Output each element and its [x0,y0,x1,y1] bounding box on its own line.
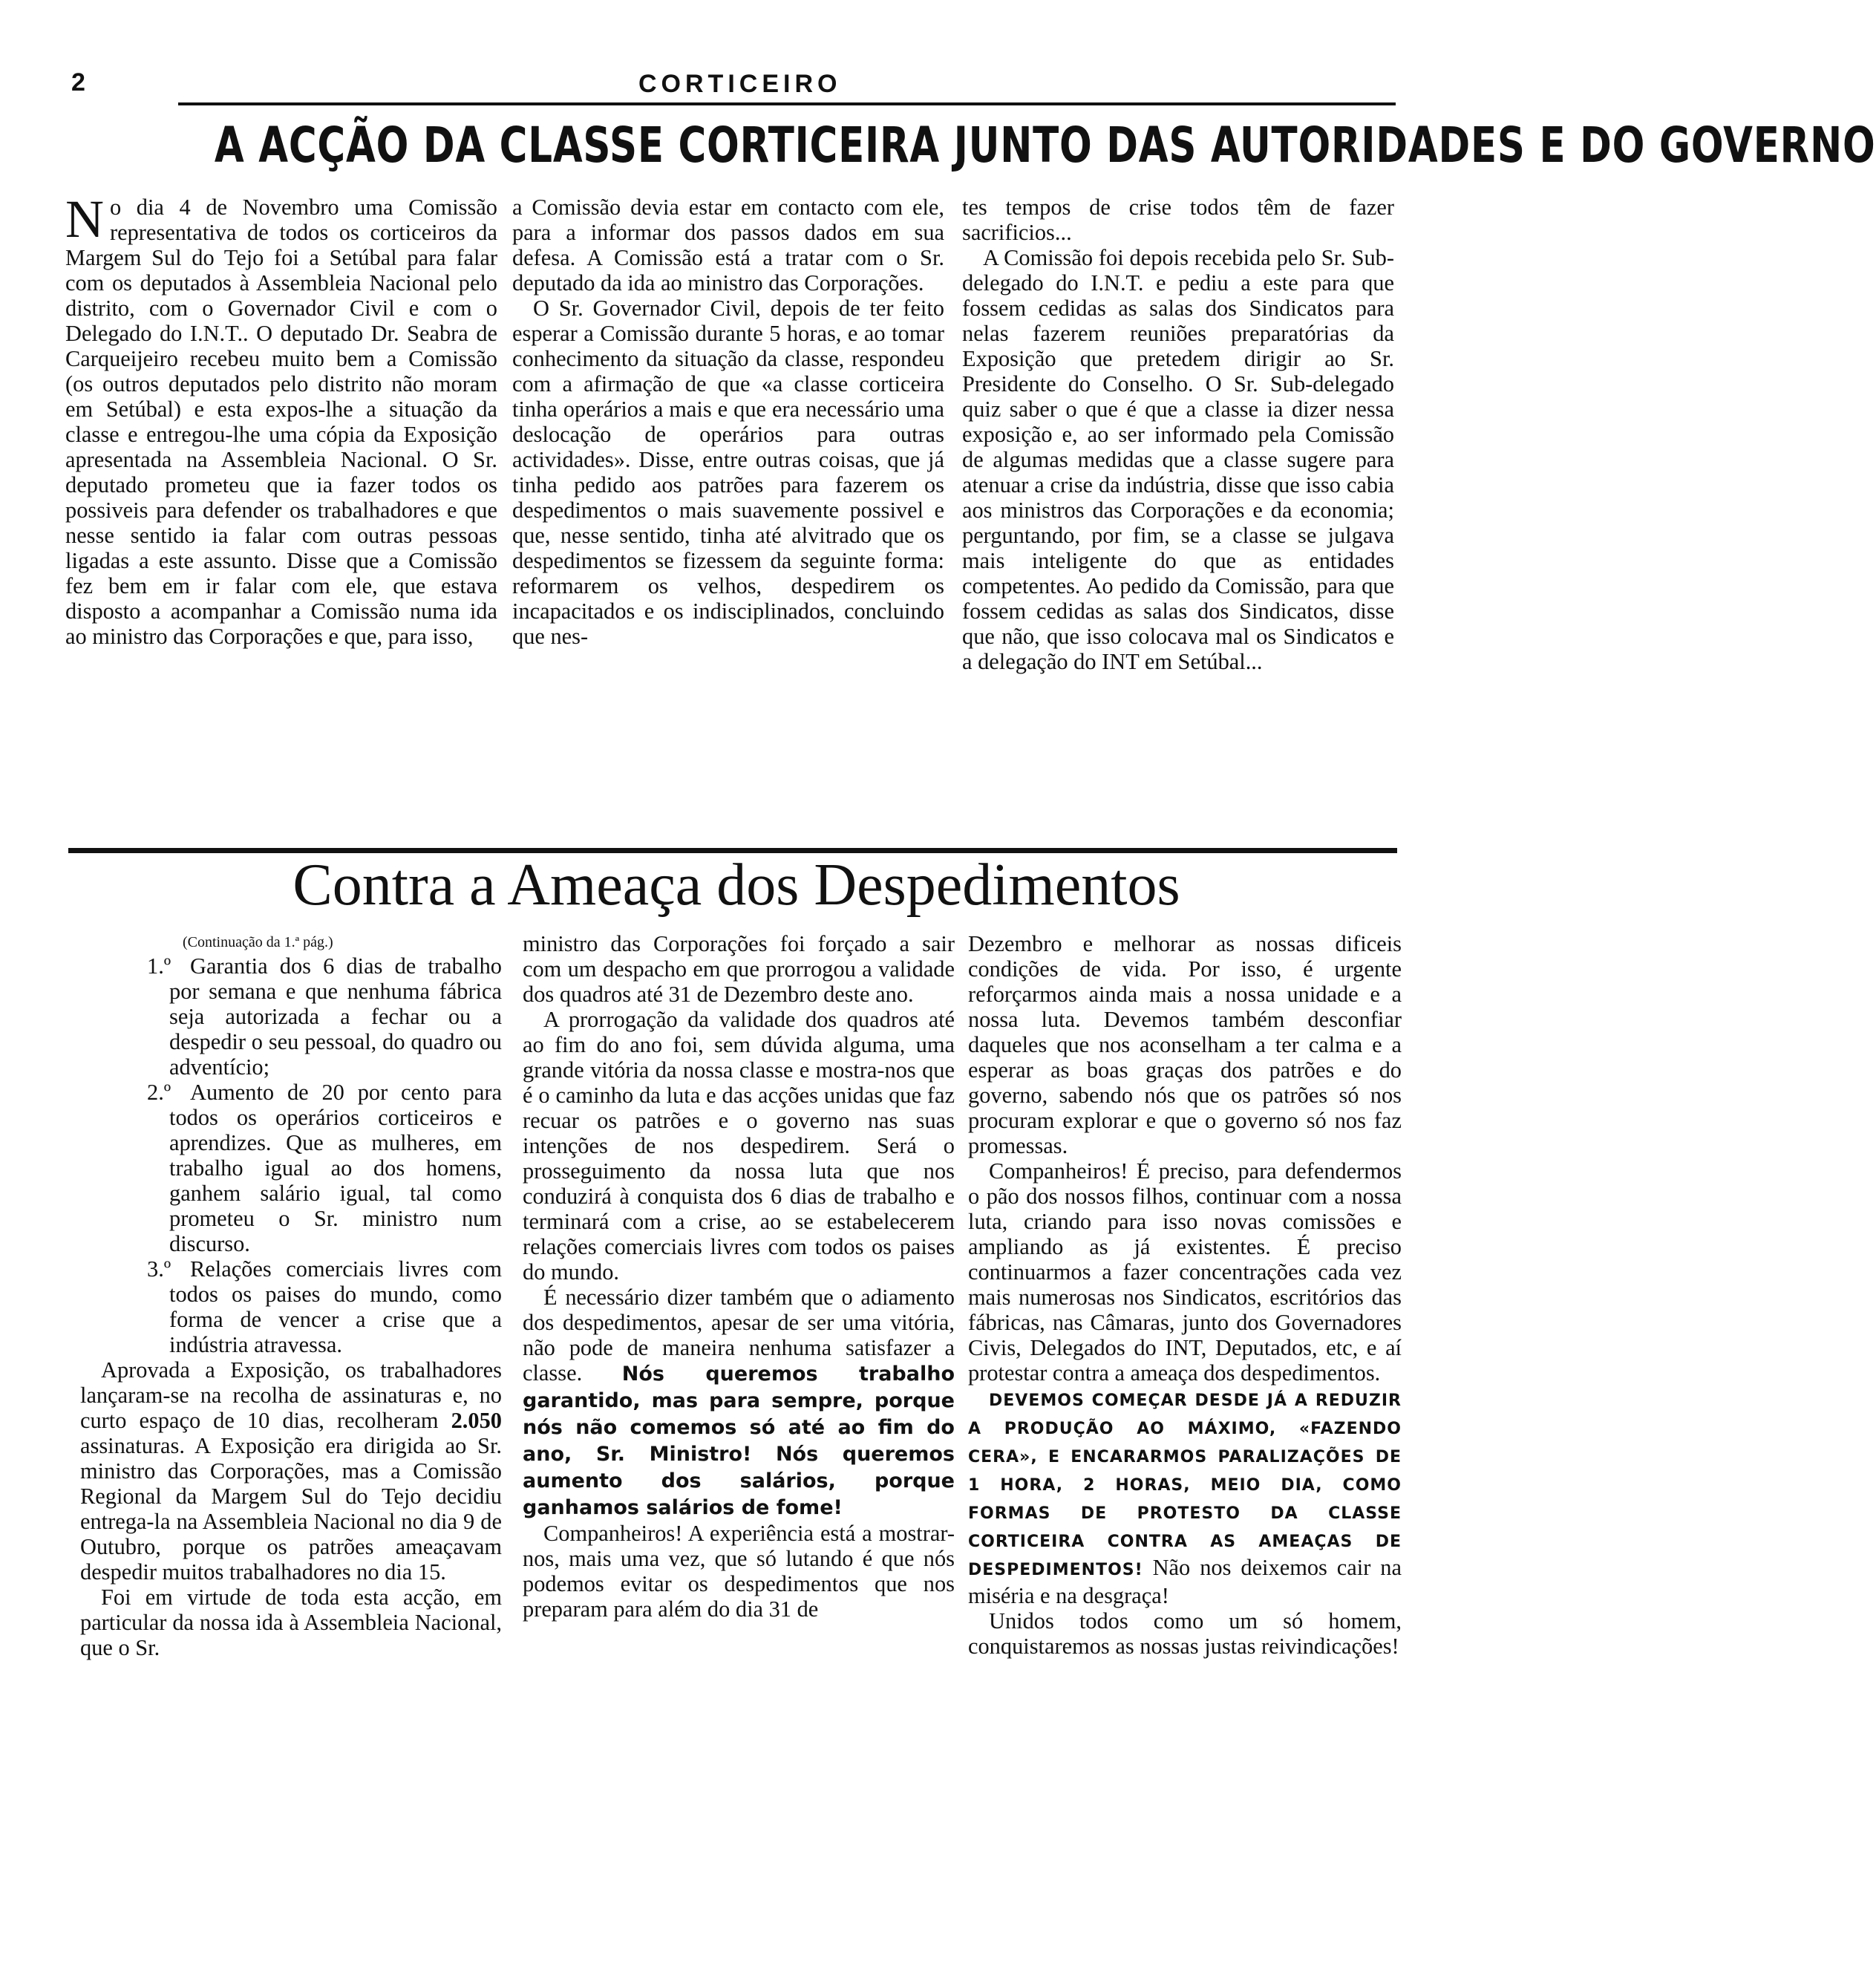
article-headline: A ACÇÃO DA CLASSE CORTICEIRA JUNTO DAS AUTORIDADES E DO GOVERNO [214,117,1876,174]
item-number: 3.º [147,1256,171,1282]
protest-call: DEVEMOS COMEÇAR DESDE JÁ A REDUZIR A PRODUÇÃO AO MÁXIMO, «FAZENDO CERA», E ENCARARMOS PARALIZAÇÕES DE 1 HORA, 2 HORAS, MEIO DIA, COMO FORMAS DE PROTESTO DA CLASSE CORTICEIRA CONTRA AS AMEAÇAS DE DESPEDIMENTOS! [968,1391,1402,1579]
masthead: CORTICEIRO [638,70,842,98]
article2-paragraph: DEVEMOS COMEÇAR DESDE JÁ A REDUZIR A PRODUÇÃO AO MÁXIMO, «FAZENDO CERA», E ENCARARMOS PARALIZAÇÕES DE 1 HORA, 2 HORAS, MEIO DIA, COMO FORMAS DE PROTESTO DA CLASSE CORTICEIRA CONTRA AS AMEAÇAS DE DESPEDIMENTOS! Não nos deixemos cair na miséria e na desgraça! [968,1391,1402,1608]
article2-paragraph: É necessário dizer também que o adiamento dos despedimentos, apesar de ser uma vitória, não pode de maneira nenhuma satisfazer a classe. Nós queremos trabalho garantido, mas para sempre, porque nós não comemos só até ao fim do ano, Sr. Ministro! Nós queremos aumento dos salários, porque ganhamos salários de fome! [523,1285,955,1519]
article2-paragraph: Companheiros! É preciso, para defendermos o pão dos nossos filhos, continuar com a nossa luta, criando para isso novas comissões e ampliando as já existentes. É preciso continuarmos a fazer concentrações cada vez mais numerosas nos Sindicatos, escritórios das fábricas, nas Câmaras, junto dos Governadores Civis, Delegados do INT, Deputados, etc, e aí protestar contra a ameaça dos despedimentos. [968,1158,1402,1386]
article2-paragraph: Foi em virtude de toda esta acção, em particular da nossa ida à Assembleia Nacional, que o Sr. [80,1585,502,1660]
article1-column-3 [962,195,1394,674]
article2-column-1 [80,931,502,1660]
masthead-rule [178,102,1396,105]
article1-paragraph: a Comissão devia estar em contacto com ele, para a informar dos passos dados em sua defesa. A Comissão está a tratar com o Sr. deputado da ida ao ministro das Corporações. [512,195,944,296]
demand-item-1: 1.º Garantia dos 6 dias de trabalho por semana e que nenhuma fábrica seja autorizada a fechar ou a despedir o seu pessoal, do quadro ou adventício; [80,953,502,1080]
article2-paragraph: A prorrogação da validade dos quadros até ao fim do ano foi, sem dúvida alguma, uma grande vitória da nossa classe e mostra-nos que é o caminho da luta e das acções unidas que faz recuar os patrões e o governo nas suas intenções de nos despedirem. Será o prosseguimento da nossa luta que nos conduzirá à conquista dos 6 dias de trabalho e terminará com a crise, ao se estabelecerem relações comerciais livres com todos os paises do mundo. [523,1007,955,1285]
continuation-note: (Continuação da 1.ª pág.) [183,934,333,950]
emphasis-statement: Nós queremos trabalho garantido, mas para sempre, porque nós não comemos só até ao fim do ano, Sr. Ministro! Nós queremos aumento dos salários, porque ganhamos salários de fome! [523,1363,955,1519]
article2-paragraph: Companheiros! A experiência está a mostrar-nos, mais uma vez, que só lutando é que nós podemos evitar os despedimentos que nos preparam para além do dia 31 de [523,1521,955,1622]
demand-item-3: 3.º Relações comerciais livres com todos os paises do mundo, como forma de vencer a crise que a indústria atravessa. [80,1256,502,1357]
article2-paragraph: Aprovada a Exposição, os trabalhadores lançaram-se na recolha de assinaturas e, no curto espaço de 10 dias, recolheram 2.050 assinaturas. A Exposição era dirigida ao Sr. ministro das Corporações, mas a Comissão Regional da Margem Sul do Tejo decidiu entrega-la na Assembleia Nacional no dia 9 de Outubro, porque os patrões ameaçavam despedir muitos trabalhadores no dia 15. [80,1357,502,1585]
signature-count: 2.050 [451,1408,502,1433]
section-headline: Contra a Ameaça dos Despedimentos [292,852,1180,918]
demand-item-2: 2.º Aumento de 20 por cento para todos os operários corticeiros e aprendizes. Que as mulheres, em trabalho igual ao dos homens, ganhem salário igual, tal como prometeu o Sr. ministro num discurso. [80,1080,502,1256]
dropcap: N [65,189,104,249]
article2-paragraph: Unidos todos como um só homem, conquistaremos as nossas justas reivindicações! [968,1608,1402,1659]
item-number: 1.º [147,953,171,979]
article1-paragraph: O Sr. Governador Civil, depois de ter feito esperar a Comissão durante 5 horas, e ao tomar conhecimento da situação da classe, respondeu com a afirmação de que «a classe corticeira tinha operários a mais e que era necessário uma deslocação de operários para outras actividades». Disse, entre outras coisas, que já tinha pedido aos patrões para fazerem os despedimentos o mais suavemente possivel e que, nesse sentido, tinha até alvitrado que os despedimentos se fizessem da seguinte forma: reformarem os velhos, despedirem os incapacitados e os indisciplinados, concluindo que nes- [512,296,944,649]
article2-paragraph: Dezembro e melhorar as nossas dificeis condições de vida. Por isso, é urgente reforçarmos ainda mais a nossa unidade e a nossa luta. Devemos também desconfiar daqueles que nos aconselham a ter calma e a esperar as boas graças dos patrões e do governo, sabendo nós que os patrões só nos procuram explorar e que o governo só nos faz promessas. [968,931,1402,1158]
article2-paragraph: ministro das Corporações foi forçado a sair com um despacho em que prorrogou a validade dos quadros até 31 de Dezembro deste ano. [523,931,955,1007]
article1-paragraph: No dia 4 de Novembro uma Comissão representativa de todos os corticeiros da Margem Sul do Tejo foi a Setúbal para falar com os deputados à Assembleia Nacional pelo distrito, com o Governador Civil e com o Delegado do I.N.T.. O deputado Dr. Seabra de Carqueijeiro recebeu muito bem a Comissão (os outros deputados pelo distrito não moram em Setúbal) e esta expos-lhe a situação da classe e entregou-lhe uma cópia da Exposição apresentada na Assembleia Nacional. O Sr. deputado prometeu que ia fazer todos os possiveis para defender os trabalhadores e que nesse sentido ia falar com outras pessoas ligadas a este assunto. Disse que a Comissão fez bem em ir falar com ele, que estava disposto a acompanhar a Comissão numa ida ao ministro das Corporações e que, para isso, [65,189,497,649]
article1-paragraph: tes tempos de crise todos têm de fazer sacrificios... [962,195,1394,245]
article2-column-3 [968,931,1402,1659]
article1-column-2 [512,195,944,649]
item-number: 2.º [147,1080,171,1105]
page-number: 2 [71,68,85,97]
article2-column-2 [523,931,955,1622]
article1-column-1 [65,189,497,649]
article1-paragraph: A Comissão foi depois recebida pelo Sr. Sub-delegado do I.N.T. e pediu a este para que fossem cedidas as salas dos Sindicatos para nelas fazerem reuniões preparatórias da Exposição que pretedem dirigir ao Sr. Presidente do Conselho. O Sr. Sub-delegado quiz saber o que é que a classe ia dizer nessa exposição e, ao ser informado pela Comissão de algumas medidas que a classe sugere para atenuar a crise da indústria, disse que isso cabia aos ministros das Corporações e da economia; perguntando, por fim, se a classe se julgava mais inteligente do que as entidades competentes. Ao pedido da Comissão, para que fossem cedidas as salas dos Sindicatos, disse que não, que isso colocava mal os Sindicatos e a delegação do INT em Setúbal... [962,245,1394,674]
